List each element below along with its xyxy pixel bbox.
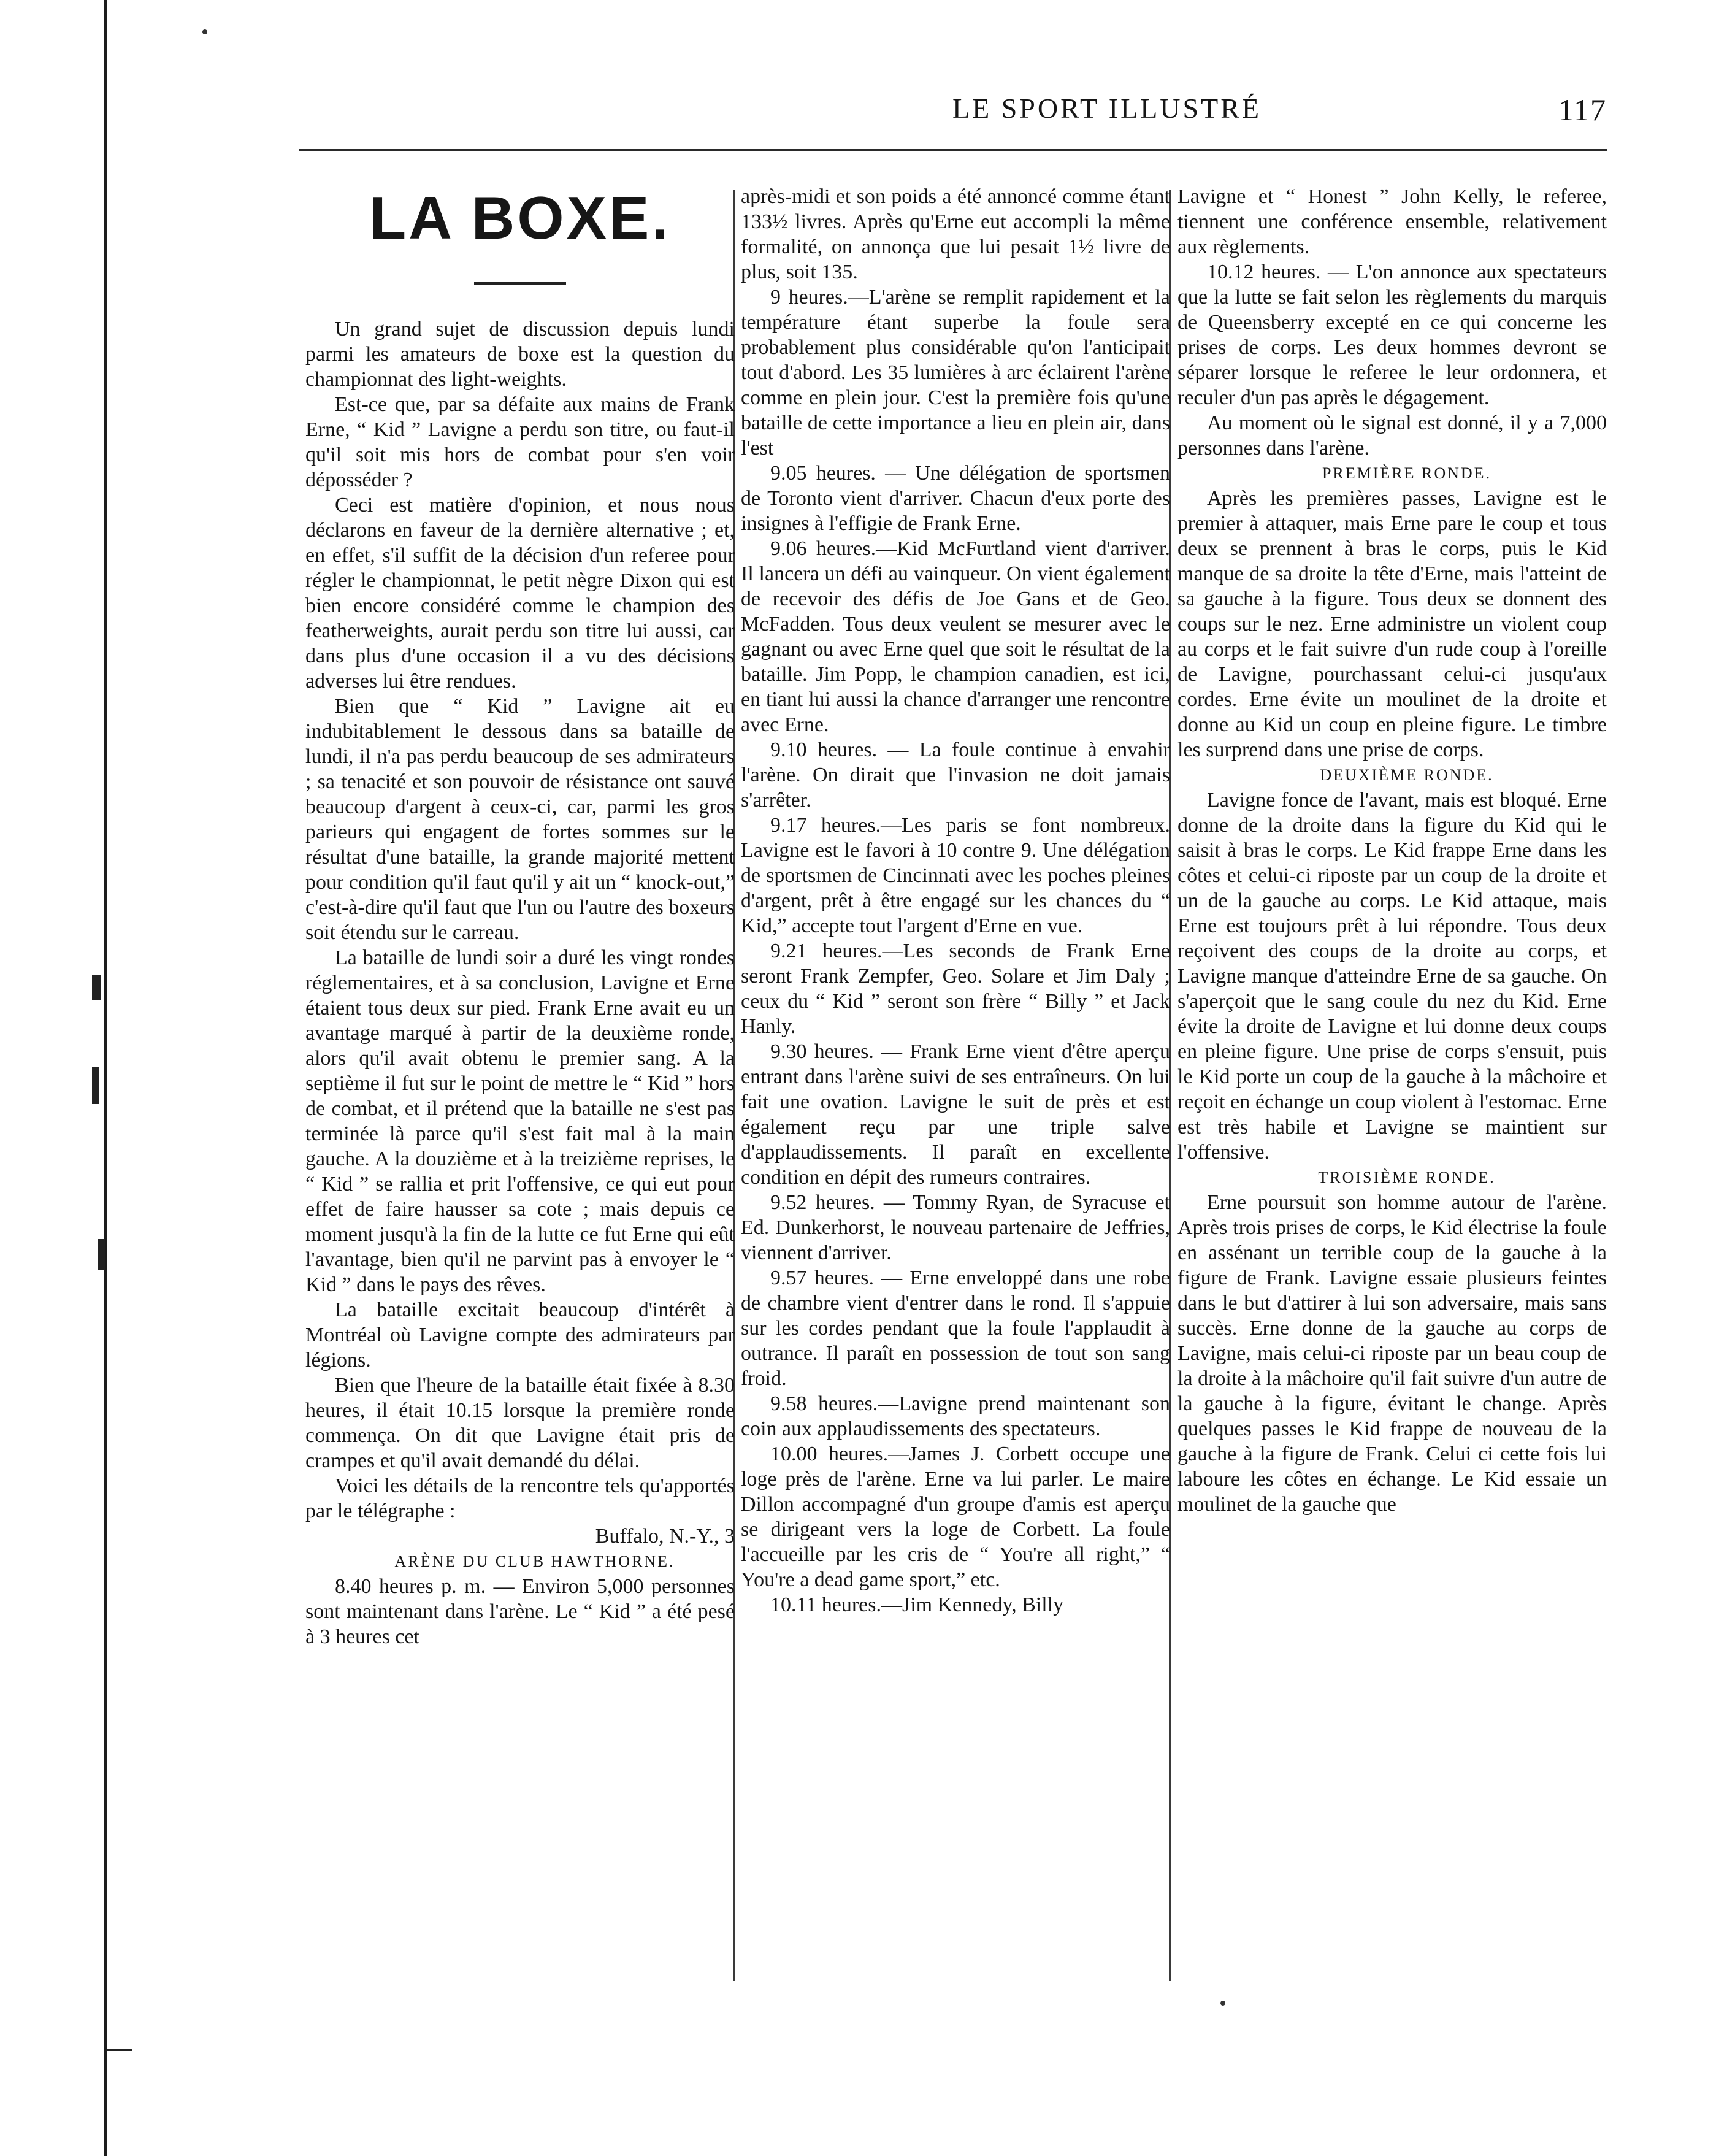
section-heading: PREMIÈRE RONDE.: [1322, 464, 1492, 482]
margin-mark: [107, 2049, 132, 2051]
paragraph: 9 heures.—L'arène se remplit rapidement et la température étant superbe la foule sera probablement plus considérable qu'on l'anticipait tout d'abord. Les 35 lumières à arc éclairent l'arène comme en plein jour. C'est la première fois qu'une bataille de cette importance a lieu en plein air, dans l'est: [741, 286, 1170, 459]
paragraph: 10.12 heures. — L'on annonce aux spectateurs que la lutte se fait selon les règlements du marquis de Queensberry excepté en ce qui concerne les prises de corps. Les deux hommes devront se séparer lorsque le referee le leur ordonnera, et reculer d'un pas après le dégagement.: [1178, 261, 1607, 409]
paragraph: La bataille excitait beaucoup d'intérêt à Montréal où Lavigne compte des admirateurs par légions.: [305, 1299, 735, 1371]
paragraph: Bien que l'heure de la bataille était fixée à 8.30 heures, il était 10.15 lorsque la première ronde commença. On dit que Lavigne était pris de crampes et qu'il avait demandé du délai.: [305, 1374, 735, 1472]
margin-mark: [98, 1239, 105, 1270]
paragraph: Lavigne fonce de l'avant, mais est bloqué. Erne donne de la droite dans la figure du Kid qui le saisit à bras le corps. Le Kid frappe Erne dans les côtes et celui-ci riposte par un coup de la droite et un de la gauche au corps. Le Kid attaque, mais Erne est toujours prêt à lui répondre. Tous deux reçoivent des coups de la droite au corps, et Lavigne manque d'atteindre Erne de sa gauche. On s'aperçoit que le sang coule du nez du Kid. Erne évite la droite de Lavigne et lui donne deux coups en pleine figure. Une prise de corps s'ensuit, puis le Kid porte un coup de la gauche à la mâchoire et reçoit en échange un coup violent à l'estomac. Erne est très habile et Lavigne se maintient sur l'offensive.: [1178, 789, 1607, 1164]
paragraph: 9.05 heures. — Une délégation de sportsmen de Toronto vient d'arriver. Chacun d'eux porte des insignes à l'effigie de Frank Erne.: [741, 462, 1170, 535]
paragraph: Au moment où le signal est donné, il y a 7,000 personnes dans l'arène.: [1178, 412, 1607, 459]
paragraph: 9.10 heures. — La foule continue à envahir l'arène. On dirait que l'invasion ne doit jamais s'arrêter.: [741, 738, 1170, 811]
paragraph: Ceci est matière d'opinion, et nous nous déclarons en faveur de la dernière alternative ; et, en effet, s'il suffit de la décision d'un referee pour régler le championnat, le petit nègre Dixon qui est bien encore considéré comme le champion des featherweights, aurait perdu son titre lui aussi, car dans plus d'une occasion il a vu des décisions adverses lui être rendues.: [305, 494, 735, 692]
paragraph: 9.57 heures. — Erne enveloppé dans une robe de chambre vient d'entrer dans le rond. Il s'appuie sur les cordes pendant que la foule l'applaudit à outrance. Il paraît en possession de tout son sang froid.: [741, 1267, 1170, 1390]
paragraph: 9.17 heures.—Les paris se font nombreux. Lavigne est le favori à 10 contre 9. Une délégation de sportsmen de Cincinnati avec les poches pleines d'argent, prêt à être engagé sur les chances du “ Kid,” accepte tout l'argent d'Erne en vue.: [741, 814, 1170, 937]
margin-dot: [1220, 2001, 1225, 2006]
paragraph: 9.30 heures. — Frank Erne vient d'être aperçu entrant dans l'arène suivi de ses entraîneurs. On lui fait une ovation. Lavigne le suit de près et est également reçu par une triple salve d'applaudissements. Il paraît en excellente condition en dépit des rumeurs contraires.: [741, 1040, 1170, 1189]
paragraph: Bien que “ Kid ” Lavigne ait eu indubitablement le dessous dans sa bataille de lundi, il n'a pas perdu beaucoup de ses admirateurs ; sa tenacité et son pouvoir de résistance ont sauvé beaucoup d'argent à ceux-ci, car, parmi les gros parieurs qui engagent de fortes sommes sur le résultat d'une bataille, la grande majorité mettent pour condition qu'il faut qu'il y ait un “ knock-out,” c'est-à-dire qu'il faut que l'un ou l'autre des boxeurs soit étendu sur le carreau.: [305, 695, 735, 944]
paragraph: 9.52 heures. — Tommy Ryan, de Syracuse et Ed. Dunkerhorst, le nouveau partenaire de Jeffries, viennent d'arriver.: [741, 1191, 1170, 1264]
paragraph: Après les premières passes, Lavigne est le premier à attaquer, mais Erne pare le coup et tous deux se prennent à bras le corps, puis le Kid manque de sa droite la tête d'Erne, mais l'atteint de sa gauche à la figure. Tous deux se donnent des coups sur le nez. Erne administre un violent coup au corps et le fait suivre d'un rude coup à l'oreille de Lavigne, pourchassant celui-ci jusqu'aux cordes. Erne évite un moulinet de la droite et donne au Kid un coup en pleine figure. Le timbre les surprend dans une prise de corps.: [1178, 487, 1607, 761]
section-heading: TROISIÈME RONDE.: [1318, 1168, 1496, 1186]
paragraph: La bataille de lundi soir a duré les vingt rondes réglementaires, et à sa conclusion, Lavigne et Erne étaient tous deux sur pied. Frank Erne avait eu un avantage marqué à partir de la deuxième ronde, alors qu'il avait obtenu le premier sang. A la septième il fut sur le point de mettre le “ Kid ” hors de combat, et il prétend que la bataille ne s'est pas terminée là parce qu'il s'est fait mal à la main gauche. A la douzième et à la treizième reprises, le “ Kid ” se rallia et prit l'offensive, ce qui eut pour effet de faire hausser sa cote ; mais depuis ce moment jusqu'à la fin de la lutte ce fut Erne qui eût l'avantage, bien qu'il ne parvint pas à envoyer le “ Kid ” dans le pays des rêves.: [305, 946, 735, 1296]
paragraph: 9.58 heures.—Lavigne prend maintenant son coin aux applaudissements des spectateurs.: [741, 1392, 1170, 1440]
paragraph: Un grand sujet de discussion depuis lundi parmi les amateurs de boxe est la question du championnat des light-weights.: [305, 318, 735, 391]
article-title: LA BOXE.: [369, 184, 671, 251]
page-number: 117: [1558, 93, 1607, 127]
section-heading: DEUXIÈME RONDE.: [1320, 766, 1494, 784]
dateline: Buffalo, N.-Y., 3: [595, 1525, 735, 1548]
column-2: [741, 184, 1170, 1617]
title-rule: [474, 282, 566, 285]
paragraph: après-midi et son poids a été annoncé comme étant 133½ livres. Après qu'Erne eut accompli la même formalité, on annonça que lui pesait 1½ livre de plus, soit 135.: [741, 185, 1170, 283]
paragraph: Erne poursuit son homme autour de l'arène. Après trois prises de corps, le Kid électrise la foule en assénant un terrible coup de la gauche à la figure de Frank. Lavigne essaie plusieurs feintes dans le but d'attirer à lui son adversaire, mais sans succès. Erne donne de la gauche au corps de Lavigne, mais celui-ci riposte par un beau coup de la droite à la mâchoire qu'il fait suivre d'un autre de la gauche à la figure, évitant le change. Après quelques passes le Kid frappe de nouveau de la gauche à la figure de Frank. Celui ci cette fois lui laboure les côtes en échange. Le Kid essaie un moulinet de la gauche que: [1178, 1191, 1607, 1516]
paragraph: 8.40 heures p. m. — Environ 5,000 personnes sont maintenant dans l'arène. Le “ Kid ” a été pesé à 3 heures cet: [305, 1575, 735, 1648]
column-3: [1178, 184, 1607, 1517]
paragraph: Est-ce que, par sa défaite aux mains de Frank Erne, “ Kid ” Lavigne a perdu son titre, ou faut-il qu'il soit mis hors de combat pour s'en voir déposséder ?: [305, 393, 735, 491]
section-heading: ARÈNE DU CLUB HAWTHORNE.: [394, 1552, 675, 1570]
paragraph: 9.06 heures.—Kid McFurtland vient d'arriver. Il lancera un défi au vainqueur. On vient également de recevoir des défis de Joe Gans et de Geo. McFadden. Tous deux veulent se mesurer avec le gagnant ou avec Erne quel que soit le résultat de la bataille. Jim Popp, le champion canadien, est ici, en tiant lui aussi la chance d'arranger une rencontre avec Erne.: [741, 537, 1170, 736]
binding-line: [104, 0, 107, 2156]
paragraph: 10.11 heures.—Jim Kennedy, Billy: [770, 1594, 1064, 1616]
column-1: [305, 184, 735, 1649]
margin-mark: [92, 975, 101, 1000]
paragraph: Lavigne et “ Honest ” John Kelly, le referee, tiennent une conférence ensemble, relativement aux règlements.: [1178, 185, 1607, 258]
paragraph: 9.21 heures.—Les seconds de Frank Erne seront Frank Zempfer, Geo. Solare et Jim Daly ; ceux du “ Kid ” seront son frère “ Billy ” et Jack Hanly.: [741, 940, 1170, 1038]
running-header-title: LE SPORT ILLUSTRÉ: [952, 93, 1262, 124]
paragraph: 10.00 heures.—James J. Corbett occupe une loge près de l'arène. Erne va lui parler. Le maire Dillon accompagné d'un groupe d'amis est aperçu se dirigeant vers la loge de Corbett. La foule l'accueille par les cris de “ You're all right,” “ You're a dead game sport,” etc.: [741, 1443, 1170, 1591]
margin-mark: [92, 1067, 99, 1104]
paragraph: Voici les détails de la rencontre tels qu'apportés par le télégraphe :: [305, 1475, 735, 1522]
header-rule: [299, 149, 1607, 151]
margin-dot: [202, 29, 207, 34]
